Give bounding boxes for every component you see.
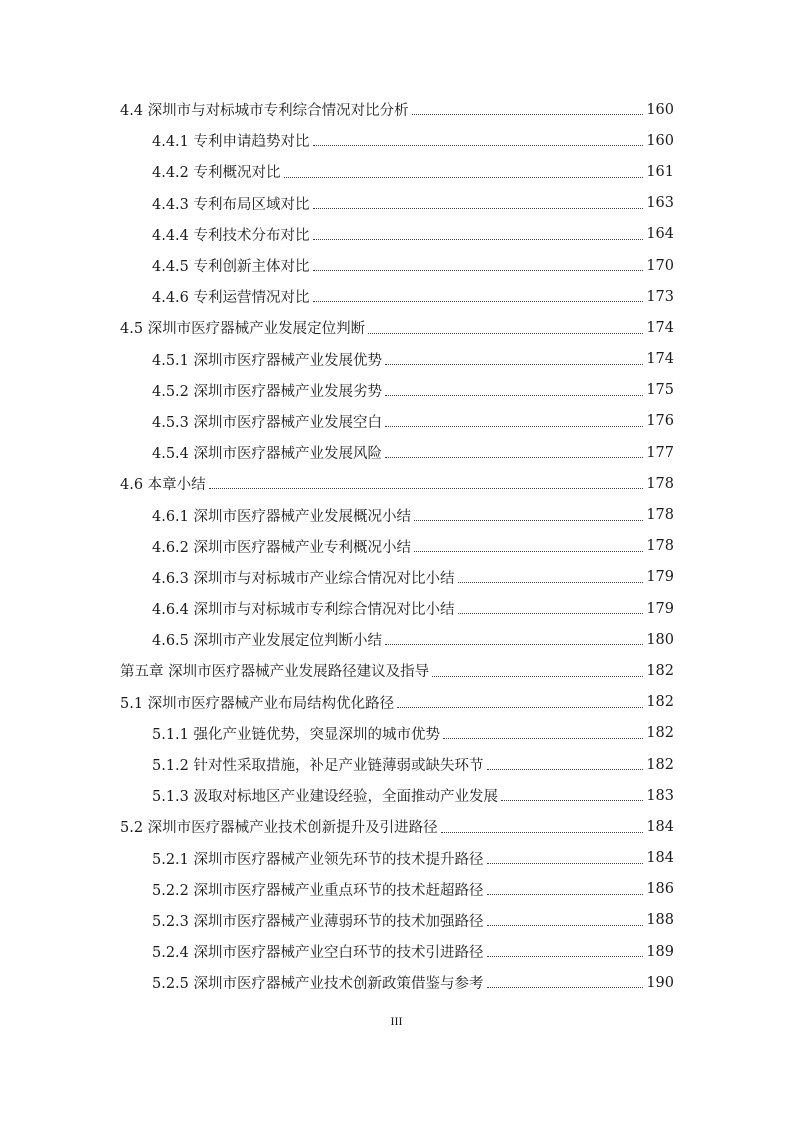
dot-leader <box>414 550 643 552</box>
dot-leader <box>385 643 643 645</box>
dot-leader <box>385 456 643 458</box>
toc-entry-page: 164 <box>646 226 674 243</box>
dot-leader <box>397 706 643 708</box>
toc-entry-page: 186 <box>646 881 674 898</box>
toc-entry-title: 4.6.5 深圳市产业发展定位判断小结 <box>152 633 383 650</box>
toc-entry-title: 4.6.1 深圳市医疗器械产业发展概况小结 <box>152 508 412 525</box>
dot-leader <box>487 986 644 988</box>
dot-leader <box>313 300 644 302</box>
toc-entry-title: 5.1 深圳市医疗器械产业布局结构优化路径 <box>120 695 395 712</box>
toc-entry-title: 4.5 深圳市医疗器械产业发展定位判断 <box>120 321 366 338</box>
dot-leader <box>432 675 643 677</box>
toc-entry-page: 177 <box>646 444 674 461</box>
toc-entry-title: 4.4.6 专利运营情况对比 <box>152 290 310 307</box>
toc-entry-page: 184 <box>646 818 674 835</box>
toc-entry[interactable] <box>0 905 793 936</box>
toc-entry[interactable] <box>0 687 793 718</box>
toc-entry-title: 4.4.3 专利布局区域对比 <box>152 196 310 213</box>
toc-entry-page: 182 <box>646 694 674 711</box>
toc-entry-title: 4.4.1 专利申请趋势对比 <box>152 134 310 151</box>
toc-entry[interactable] <box>0 406 793 437</box>
toc-entry[interactable] <box>0 531 793 562</box>
toc-entry-page: 178 <box>646 507 674 524</box>
dot-leader <box>284 176 644 178</box>
toc-entry[interactable] <box>0 94 793 125</box>
toc-entry[interactable] <box>0 499 793 530</box>
dot-leader <box>385 425 643 427</box>
dot-leader <box>313 238 644 240</box>
page-number: III <box>390 1014 403 1028</box>
dot-leader <box>385 363 643 365</box>
toc-entry-title: 5.2.4 深圳市医疗器械产业空白环节的技术引进路径 <box>152 945 484 962</box>
toc-entry-title: 4.5.2 深圳市医疗器械产业发展劣势 <box>152 383 383 400</box>
toc-entry-page: 184 <box>646 850 674 867</box>
toc-entry-page: 176 <box>646 413 674 430</box>
toc-entry-title: 4.5.3 深圳市医疗器械产业发展空白 <box>152 414 383 431</box>
toc-entry-page: 189 <box>646 943 674 960</box>
toc-entry-title: 4.6.2 深圳市医疗器械产业专利概况小结 <box>152 539 412 556</box>
toc-entry[interactable] <box>0 312 793 343</box>
dot-leader <box>458 581 644 583</box>
dot-leader <box>209 487 644 489</box>
toc-entry-title: 第五章 深圳市医疗器械产业发展路径建议及指导 <box>120 664 430 681</box>
toc-entry[interactable] <box>0 749 793 780</box>
toc-entry-page: 182 <box>646 662 674 679</box>
toc-entry-title: 5.2.5 深圳市医疗器械产业技术创新政策借鉴与参考 <box>152 976 484 993</box>
toc-entry-page: 161 <box>646 163 674 180</box>
dot-leader <box>443 737 643 739</box>
dot-leader <box>414 519 643 521</box>
toc-entry-title: 4.4.5 专利创新主体对比 <box>152 259 310 276</box>
toc-entry[interactable] <box>0 125 793 156</box>
toc-entry-title: 4.5.1 深圳市医疗器械产业发展优势 <box>152 352 383 369</box>
toc-entry-page: 174 <box>646 351 674 368</box>
dot-leader <box>487 955 644 957</box>
toc-entry[interactable] <box>0 655 793 686</box>
toc-entry-page: 179 <box>646 569 674 586</box>
toc-entry-page: 190 <box>646 974 674 991</box>
toc-entry-title: 5.2.1 深圳市医疗器械产业领先环节的技术提升路径 <box>152 851 484 868</box>
toc-entry-page: 182 <box>646 725 674 742</box>
dot-leader <box>368 332 643 334</box>
toc-entry[interactable] <box>0 219 793 250</box>
toc-entry[interactable] <box>0 562 793 593</box>
toc-entry-page: 160 <box>646 132 674 149</box>
toc-entry[interactable] <box>0 843 793 874</box>
toc-entry-page: 178 <box>646 538 674 555</box>
dot-leader <box>487 893 644 895</box>
toc-entry[interactable] <box>0 281 793 312</box>
dot-leader <box>501 799 643 801</box>
toc-entry-title: 5.1.1 强化产业链优势，突显深圳的城市优势 <box>152 726 441 743</box>
toc-entry[interactable] <box>0 624 793 655</box>
dot-leader <box>313 207 644 209</box>
toc-entry-title: 5.2.2 深圳市医疗器械产业重点环节的技术赶超路径 <box>152 882 484 899</box>
toc-entry-page: 160 <box>646 101 674 118</box>
toc-entry-page: 163 <box>646 195 674 212</box>
toc-entry-page: 178 <box>646 475 674 492</box>
toc-entry-title: 4.6 本章小结 <box>120 477 206 494</box>
dot-leader <box>441 831 644 833</box>
toc-entry[interactable] <box>0 811 793 842</box>
toc-entry-title: 5.2.3 深圳市医疗器械产业薄弱环节的技术加强路径 <box>152 913 484 930</box>
toc-entry-page: 170 <box>646 257 674 274</box>
toc-entry[interactable] <box>0 344 793 375</box>
toc-entry-page: 174 <box>646 319 674 336</box>
dot-leader <box>313 144 644 146</box>
dot-leader <box>458 612 644 614</box>
toc-entry-page: 173 <box>646 288 674 305</box>
table-of-contents <box>0 94 793 998</box>
toc-entry[interactable] <box>0 437 793 468</box>
toc-entry[interactable] <box>0 156 793 187</box>
toc-entry[interactable] <box>0 874 793 905</box>
dot-leader <box>412 113 644 115</box>
toc-entry[interactable] <box>0 936 793 967</box>
dot-leader <box>487 768 644 770</box>
toc-entry-title: 5.1.3 汲取对标地区产业建设经验，全面推动产业发展 <box>152 789 499 806</box>
dot-leader <box>487 924 644 926</box>
toc-entry-title: 4.5.4 深圳市医疗器械产业发展风险 <box>152 446 383 463</box>
dot-leader <box>313 269 644 271</box>
toc-entry-page: 179 <box>646 600 674 617</box>
toc-entry[interactable] <box>0 188 793 219</box>
toc-entry[interactable] <box>0 375 793 406</box>
toc-entry-page: 188 <box>646 912 674 929</box>
toc-entry-title: 4.6.3 深圳市与对标城市产业综合情况对比小结 <box>152 570 455 587</box>
toc-entry[interactable] <box>0 593 793 624</box>
toc-entry-title: 5.2 深圳市医疗器械产业技术创新提升及引进路径 <box>120 820 438 837</box>
toc-entry-title: 4.4.2 专利概况对比 <box>152 165 281 182</box>
toc-entry[interactable] <box>0 468 793 499</box>
toc-entry-page: 175 <box>646 382 674 399</box>
toc-entry-page: 183 <box>646 787 674 804</box>
toc-entry[interactable] <box>0 967 793 998</box>
toc-entry-title: 4.4.4 专利技术分布对比 <box>152 227 310 244</box>
toc-entry-title: 4.6.4 深圳市与对标城市专利综合情况对比小结 <box>152 602 455 619</box>
toc-entry-page: 180 <box>646 631 674 648</box>
toc-entry-title: 4.4 深圳市与对标城市专利综合情况对比分析 <box>120 103 409 120</box>
dot-leader <box>487 862 644 864</box>
toc-entry-page: 182 <box>646 756 674 773</box>
toc-entry[interactable] <box>0 250 793 281</box>
toc-entry[interactable] <box>0 718 793 749</box>
toc-entry-title: 5.1.2 针对性采取措施，补足产业链薄弱或缺失环节 <box>152 758 484 775</box>
dot-leader <box>385 394 643 396</box>
toc-entry[interactable] <box>0 780 793 811</box>
